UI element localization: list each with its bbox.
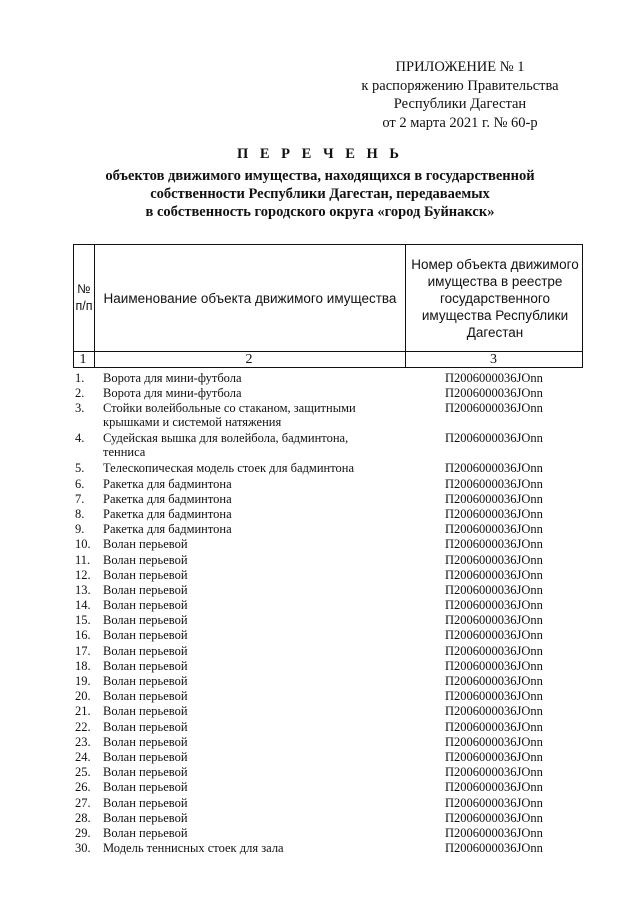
row-code: П2006000036JOnn	[445, 431, 543, 446]
table-row	[73, 568, 583, 583]
row-code: П2006000036JOnn	[445, 658, 543, 673]
row-code: П2006000036JOnn	[445, 643, 543, 658]
row-code: П2006000036JOnn	[445, 719, 543, 734]
row-name: Ворота для мини-футбола	[103, 386, 242, 401]
table-row	[73, 689, 583, 704]
table-row	[73, 598, 583, 613]
document-title: П Е Р Е Ч Е Н Ь	[236, 146, 404, 162]
row-code: П2006000036JOnn	[445, 704, 543, 719]
row-number: 5.	[75, 461, 85, 476]
row-number: 27.	[75, 795, 91, 810]
row-name: Ракетка для бадминтона	[103, 522, 232, 537]
row-code: П2006000036JOnn	[445, 552, 543, 567]
row-code: П2006000036JOnn	[445, 401, 543, 416]
table-row	[73, 811, 583, 826]
table-row	[73, 401, 583, 431]
row-name: Волан перьевой	[103, 734, 188, 749]
row-number: 1.	[75, 371, 85, 385]
table-row	[73, 477, 583, 492]
heading-line-2: собственности Республики Дагестан, передаваемых	[150, 186, 490, 202]
table-row	[73, 628, 583, 643]
row-number: 29.	[75, 825, 91, 840]
row-code: П2006000036JOnn	[445, 598, 543, 613]
table-row	[73, 583, 583, 598]
table-row	[73, 750, 583, 765]
appendix-line-1: к распоряжению Правительства	[361, 77, 559, 94]
row-name: Волан перьевой	[103, 613, 188, 628]
table-row	[73, 492, 583, 507]
row-name: Волан перьевой	[103, 749, 188, 764]
appendix-block	[330, 58, 590, 132]
column-divider	[94, 245, 95, 367]
column-number-row	[73, 352, 583, 368]
row-name: Судейская вышка для волейбола, бадминтона, тенниса	[103, 431, 349, 460]
row-name: Волан перьевой	[103, 567, 188, 582]
header-name: Наименование объекта движимого имущества	[103, 290, 397, 306]
row-name: Волан перьевой	[103, 780, 188, 795]
row-number: 13.	[75, 582, 91, 597]
row-code: П2006000036JOnn	[445, 825, 543, 840]
header-code: Номер объекта движимого имущества в реестре государственного имущества Республики Дагестан	[411, 256, 579, 340]
row-name: Волан перьевой	[103, 537, 188, 552]
table-row	[73, 735, 583, 750]
row-code: П2006000036JOnn	[445, 810, 543, 825]
column-number: 3	[490, 352, 497, 367]
row-code: П2006000036JOnn	[445, 689, 543, 704]
column-number: 2	[245, 352, 253, 367]
row-number: 12.	[75, 567, 91, 582]
row-number: 2.	[75, 386, 85, 401]
row-number: 30.	[75, 841, 91, 856]
appendix-line-2: Республики Дагестан	[393, 96, 527, 112]
column-divider	[405, 245, 406, 367]
table-row	[73, 674, 583, 689]
row-code: П2006000036JOnn	[445, 371, 543, 385]
row-name: Стойки волейбольные со стаканом, защитными крышками и системой натяжения	[103, 401, 356, 430]
row-number: 3.	[75, 401, 85, 416]
table-row	[73, 720, 583, 735]
row-number: 8.	[75, 506, 85, 521]
header-num: № п/п	[75, 282, 93, 313]
row-number: 26.	[75, 780, 91, 795]
table-row	[73, 659, 583, 674]
row-number: 25.	[75, 765, 91, 780]
row-code: П2006000036JOnn	[445, 765, 543, 780]
table-row	[73, 371, 583, 386]
table-row	[73, 613, 583, 628]
row-name: Ворота для мини-футбола	[103, 371, 242, 385]
row-number: 22.	[75, 719, 91, 734]
row-name: Ракетка для бадминтона	[103, 506, 232, 521]
row-number: 4.	[75, 431, 85, 446]
row-name: Ракетка для бадминтона	[103, 491, 232, 506]
appendix-line-3: от 2 марта 2021 г. № 60-р	[382, 114, 538, 131]
row-number: 9.	[75, 522, 85, 537]
row-number: 20.	[75, 689, 91, 704]
table-body	[73, 371, 583, 856]
row-name: Волан перьевой	[103, 689, 188, 704]
row-code: П2006000036JOnn	[445, 386, 543, 401]
row-name: Волан перьевой	[103, 674, 188, 688]
table-row	[73, 537, 583, 552]
row-name: Волан перьевой	[103, 719, 188, 734]
row-number: 18.	[75, 658, 91, 673]
row-number: 16.	[75, 628, 91, 643]
row-code: П2006000036JOnn	[445, 461, 543, 476]
table-row	[73, 461, 583, 476]
table-row	[73, 796, 583, 811]
table-row	[73, 704, 583, 719]
table-row	[73, 826, 583, 841]
row-number: 28.	[75, 810, 91, 825]
row-number: 11.	[75, 552, 91, 567]
row-number: 15.	[75, 613, 91, 628]
row-name: Волан перьевой	[103, 582, 188, 597]
row-code: П2006000036JOnn	[445, 567, 543, 582]
row-number: 14.	[75, 598, 91, 613]
row-name: Волан перьевой	[103, 765, 188, 780]
table-row	[73, 386, 583, 401]
table-row	[73, 522, 583, 537]
heading-line-1: объектов движимого имущества, находящихся в государственной	[105, 168, 535, 184]
row-number: 17.	[75, 643, 91, 658]
row-name: Волан перьевой	[103, 810, 188, 825]
row-code: П2006000036JOnn	[445, 476, 543, 491]
row-code: П2006000036JOnn	[445, 537, 543, 552]
row-name: Волан перьевой	[103, 704, 188, 719]
row-code: П2006000036JOnn	[445, 795, 543, 810]
row-name: Волан перьевой	[103, 825, 188, 840]
table-header	[73, 244, 583, 368]
row-number: 23.	[75, 734, 91, 749]
appendix-title: ПРИЛОЖЕНИЕ № 1	[395, 59, 525, 75]
table-row	[73, 841, 583, 856]
table-row	[73, 507, 583, 522]
row-name: Волан перьевой	[103, 658, 188, 673]
row-name: Волан перьевой	[103, 795, 188, 810]
row-number: 7.	[75, 491, 85, 506]
row-name: Волан перьевой	[103, 552, 188, 567]
row-name: Волан перьевой	[103, 643, 188, 658]
column-number: 1	[79, 352, 87, 367]
row-code: П2006000036JOnn	[445, 674, 543, 688]
table-row	[73, 765, 583, 780]
row-code: П2006000036JOnn	[445, 613, 543, 628]
row-number: 24.	[75, 749, 91, 764]
row-code: П2006000036JOnn	[445, 841, 543, 856]
row-name: Модель теннисных стоек для зала	[103, 841, 284, 856]
row-code: П2006000036JOnn	[445, 491, 543, 506]
row-number: 6.	[75, 476, 85, 491]
row-code: П2006000036JOnn	[445, 734, 543, 749]
heading-line-3: в собственность городского округа «город Буйнакск»	[145, 204, 495, 220]
row-number: 19.	[75, 674, 91, 688]
table-row	[73, 431, 583, 461]
row-code: П2006000036JOnn	[445, 582, 543, 597]
row-code: П2006000036JOnn	[445, 522, 543, 537]
table-row	[73, 553, 583, 568]
document-heading	[60, 145, 580, 221]
row-number: 10.	[75, 537, 91, 552]
row-code: П2006000036JOnn	[445, 628, 543, 643]
row-number: 21.	[75, 704, 91, 719]
row-code: П2006000036JOnn	[445, 749, 543, 764]
row-code: П2006000036JOnn	[445, 506, 543, 521]
table-row	[73, 644, 583, 659]
row-name: Волан перьевой	[103, 628, 188, 643]
row-code: П2006000036JOnn	[445, 780, 543, 795]
row-name: Ракетка для бадминтона	[103, 476, 232, 491]
row-name: Телескопическая модель стоек для бадминтона	[103, 461, 355, 476]
row-name: Волан перьевой	[103, 598, 188, 613]
table-row	[73, 780, 583, 795]
